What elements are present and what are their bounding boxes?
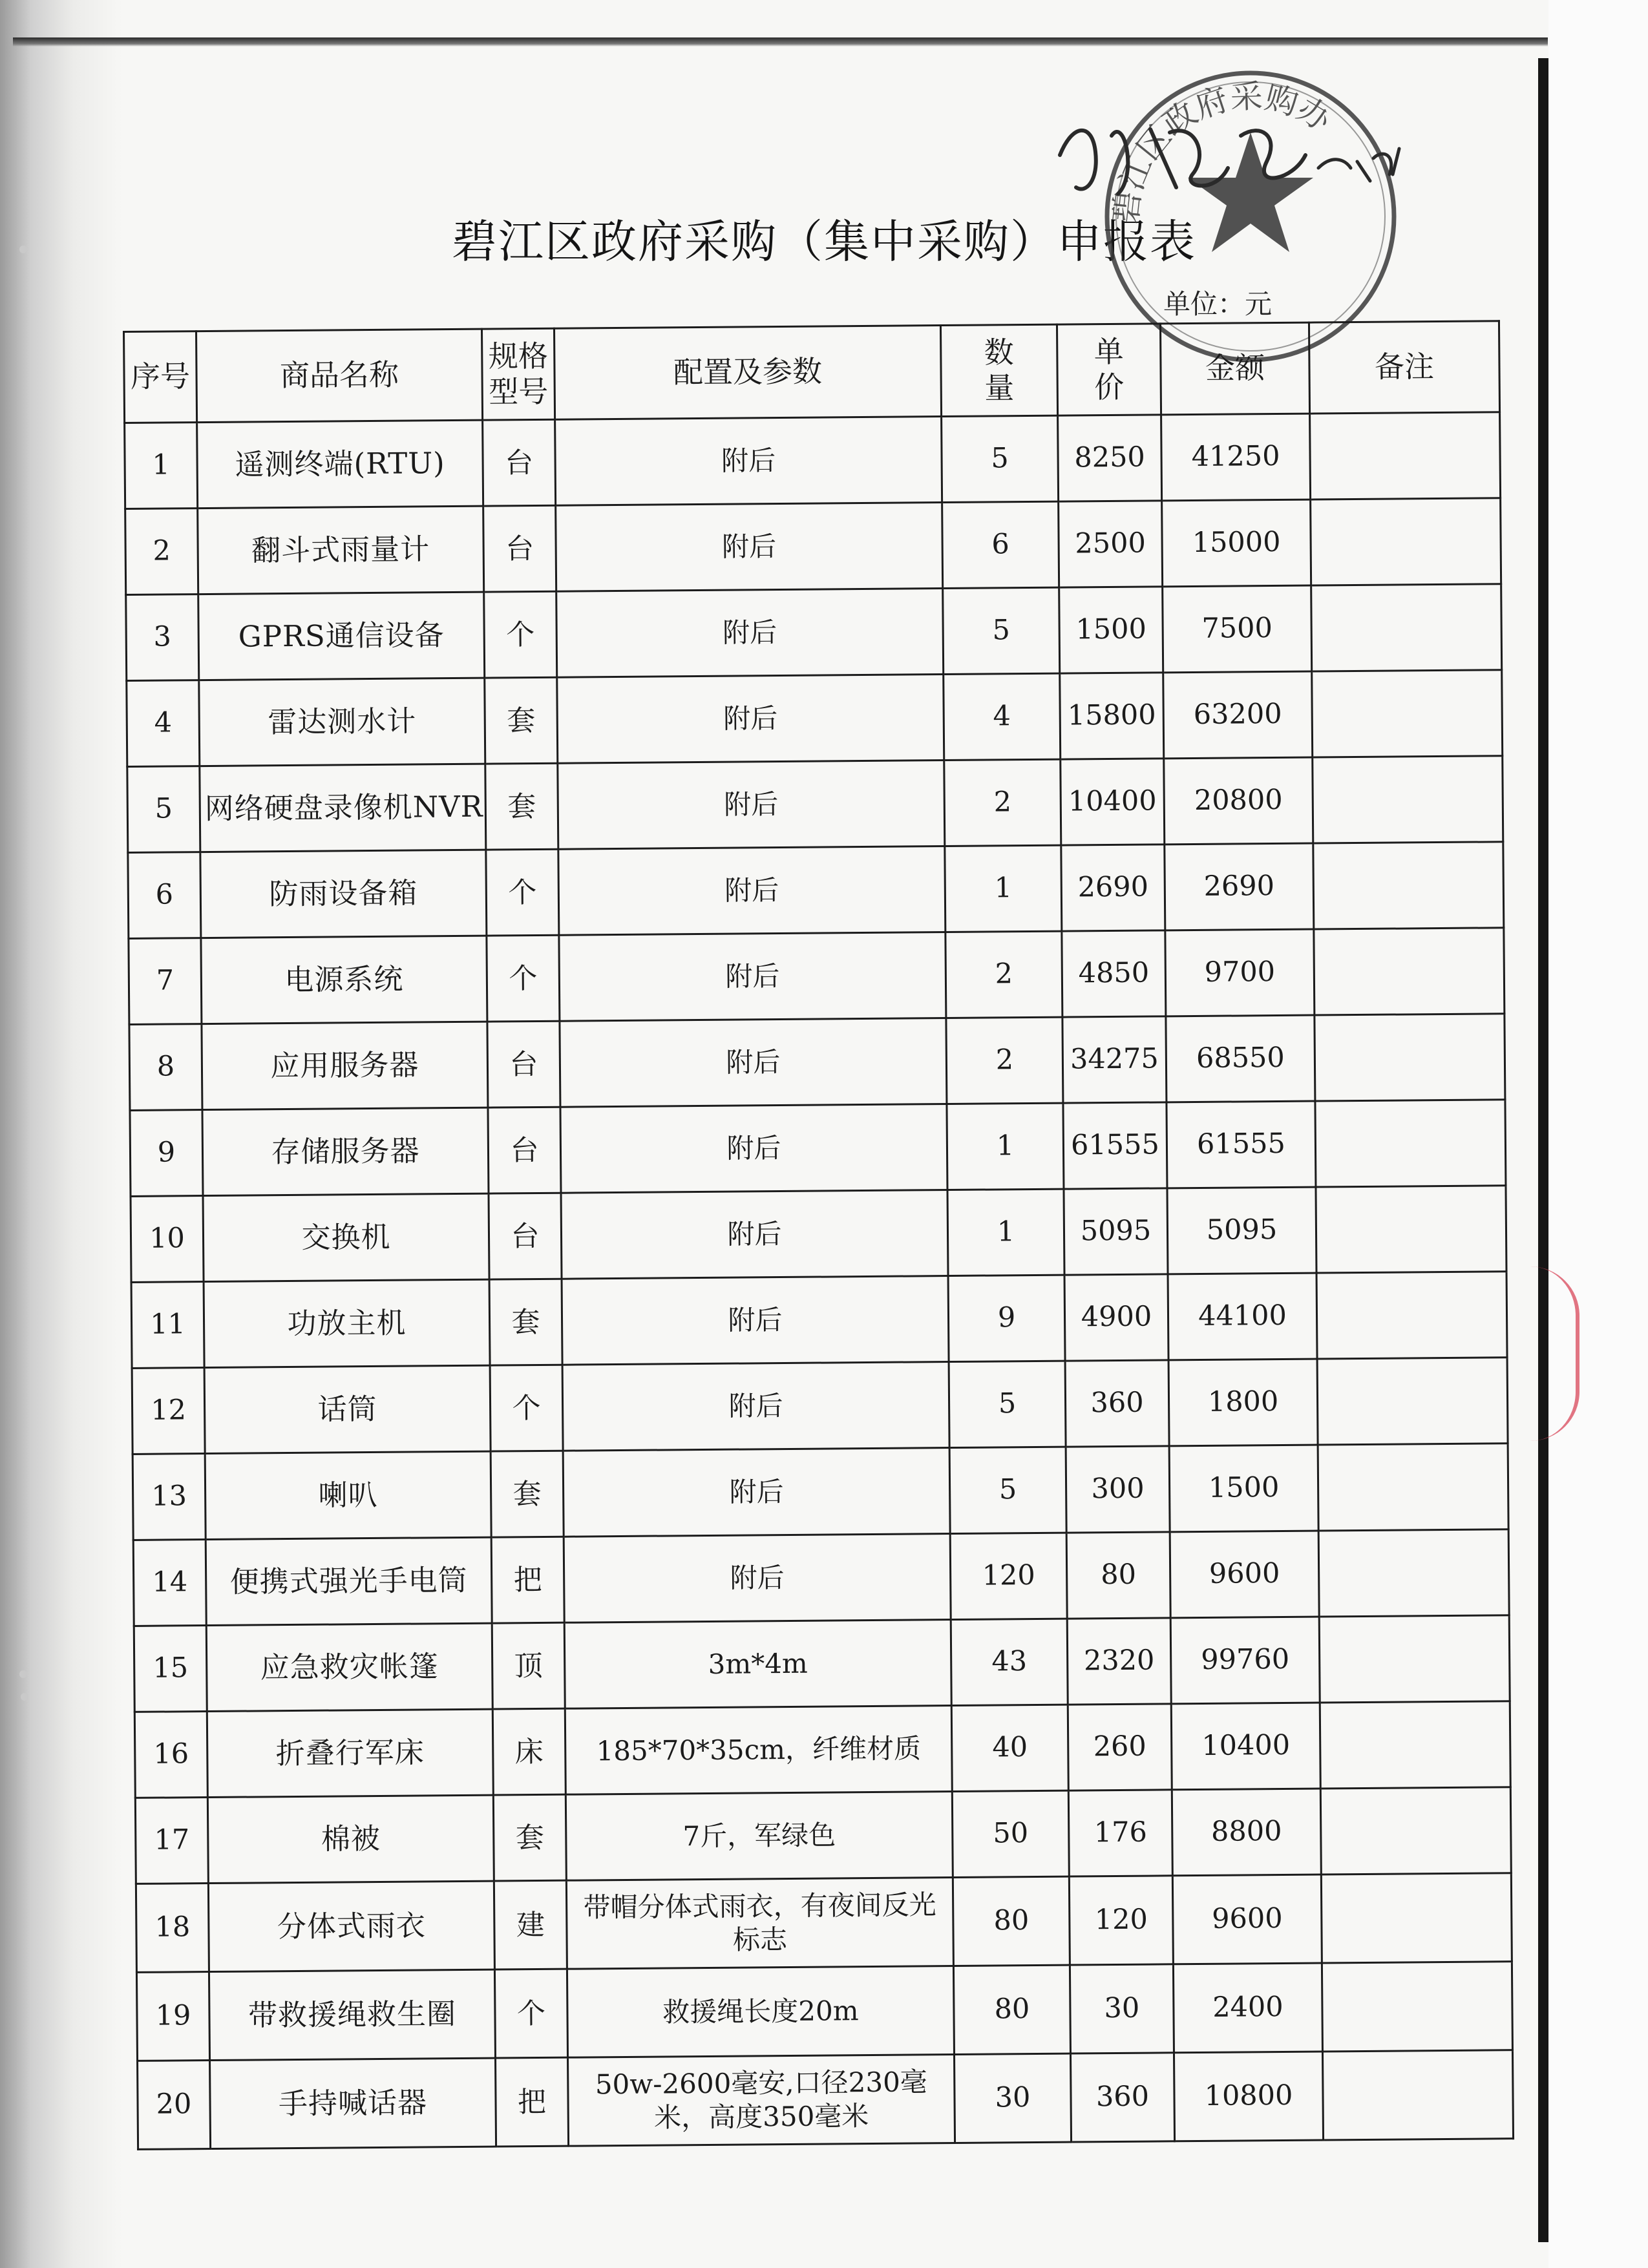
cell-unit: 个 [494, 1969, 567, 2058]
cell-price: 176 [1068, 1790, 1172, 1876]
cell-config: 附后 [563, 1448, 950, 1537]
table-row [127, 670, 1503, 767]
cell-price: 4850 [1062, 930, 1166, 1017]
cell-name: 遥测终端(RTU) [197, 420, 483, 508]
cell-name: 便携式强光手电筒 [206, 1537, 492, 1625]
cell-index: 6 [128, 852, 201, 939]
cell-amount: 2690 [1165, 843, 1314, 930]
header-spec: 规格 型号 [481, 328, 555, 420]
cell-unit: 把 [496, 2057, 569, 2147]
cell-unit: 个 [484, 591, 557, 678]
cell-unit: 个 [486, 849, 559, 936]
cell-note [1318, 1529, 1509, 1617]
cell-unit: 台 [483, 505, 556, 592]
cell-name: 翻斗式雨量计 [198, 506, 484, 594]
cell-name: 雷达测水计 [199, 678, 485, 766]
cell-amount: 44100 [1168, 1273, 1317, 1360]
cell-price: 15800 [1060, 673, 1164, 759]
cell-note [1315, 1014, 1505, 1101]
cell-amount: 9600 [1170, 1531, 1319, 1618]
cell-amount: 63200 [1163, 671, 1313, 759]
cell-name: 交换机 [203, 1193, 489, 1281]
cell-amount: 9600 [1172, 1874, 1322, 1964]
cell-config: 附后 [556, 589, 944, 678]
cell-price: 10400 [1061, 759, 1165, 845]
cell-name: 应急救灾帐篷 [206, 1623, 492, 1711]
cell-note [1322, 2050, 1513, 2140]
table-row [125, 498, 1501, 595]
cell-unit: 床 [492, 1708, 565, 1795]
table-row [134, 1615, 1510, 1712]
cell-config: 附后 [558, 846, 945, 936]
cell-price: 2320 [1067, 1618, 1171, 1705]
cell-name: 分体式雨衣 [208, 1881, 494, 1971]
cell-qty: 1 [947, 1189, 1064, 1276]
cell-config: 救援绳长度20m [567, 1966, 954, 2057]
cell-index: 14 [133, 1540, 206, 1626]
cell-index: 11 [131, 1282, 204, 1369]
header-config: 配置及参数 [554, 326, 941, 420]
cell-note [1317, 1358, 1508, 1445]
cell-price: 2690 [1061, 845, 1165, 931]
cell-qty: 9 [948, 1275, 1065, 1361]
cell-qty: 43 [951, 1619, 1068, 1705]
handwritten-signature [1047, 97, 1409, 213]
cell-unit: 套 [491, 1451, 564, 1537]
cell-price: 360 [1065, 1360, 1169, 1447]
scan-edge-right [1538, 58, 1548, 2242]
cell-note [1318, 1444, 1508, 1531]
cell-amount: 8800 [1172, 1789, 1321, 1876]
table-row [129, 928, 1505, 1025]
cell-config: 185*70*35cm，纤维材质 [565, 1705, 952, 1794]
cell-index: 20 [138, 2061, 211, 2150]
cell-note [1310, 412, 1501, 499]
cell-qty: 1 [945, 845, 1062, 932]
table-body [125, 412, 1514, 2150]
cell-index: 8 [129, 1024, 202, 1111]
cell-note [1316, 1272, 1507, 1359]
cell-name: 话筒 [204, 1365, 491, 1453]
cell-unit: 台 [488, 1107, 561, 1193]
cell-amount: 10400 [1171, 1703, 1320, 1790]
cell-qty: 2 [944, 759, 1061, 846]
cell-price: 61555 [1063, 1102, 1167, 1189]
cell-config: 附后 [560, 1018, 947, 1108]
cell-unit: 台 [487, 1021, 560, 1108]
cell-amount: 68550 [1166, 1015, 1315, 1102]
header-price: 单 价 [1057, 324, 1161, 415]
cell-price: 8250 [1058, 415, 1162, 501]
cell-config: 附后 [562, 1276, 949, 1365]
cell-amount: 10800 [1174, 2052, 1323, 2141]
cell-name: GPRS通信设备 [198, 592, 485, 680]
cell-qty: 80 [953, 1965, 1070, 2054]
cell-price: 5095 [1064, 1188, 1168, 1275]
page-title: 碧江区政府采购（集中采购）申报表 [452, 215, 1196, 268]
cell-note [1319, 1615, 1510, 1703]
table-row [125, 412, 1501, 509]
cell-unit: 个 [490, 1365, 563, 1451]
cell-amount: 2400 [1173, 1963, 1322, 2053]
cell-note [1316, 1186, 1506, 1273]
table-row [132, 1444, 1508, 1540]
cell-name: 功放主机 [204, 1279, 490, 1367]
header-index: 序号 [124, 331, 197, 423]
cell-config: 附后 [560, 1104, 947, 1193]
cell-unit: 建 [494, 1880, 567, 1969]
table-row [136, 1873, 1512, 1973]
cell-config: 附后 [558, 761, 945, 850]
cell-name: 防雨设备箱 [200, 850, 487, 938]
cell-config: 附后 [555, 417, 942, 506]
cell-amount: 9700 [1165, 929, 1315, 1016]
cell-unit: 套 [489, 1279, 562, 1365]
cell-name: 应用服务器 [202, 1022, 488, 1109]
table-header-row [124, 321, 1500, 423]
table-row [126, 584, 1502, 681]
cell-index: 7 [129, 938, 202, 1025]
cell-price: 2500 [1059, 501, 1163, 587]
cell-price: 360 [1070, 2053, 1174, 2142]
red-seal-fragment [1530, 1266, 1579, 1441]
table-row [128, 842, 1504, 939]
cell-index: 1 [125, 423, 198, 509]
cell-name: 棉被 [207, 1795, 494, 1883]
cell-index: 16 [134, 1712, 207, 1798]
cell-config: 7斤，军绿色 [565, 1791, 953, 1880]
cell-config: 带帽分体式雨衣，有夜间反光标志 [566, 1877, 953, 1969]
cell-name: 网络硬盘录像机NVR [200, 764, 486, 852]
currency-unit: 单位：元 [1163, 288, 1273, 320]
cell-name: 喇叭 [205, 1451, 491, 1539]
cell-index: 13 [132, 1454, 206, 1540]
cell-index: 15 [134, 1626, 207, 1712]
cell-unit: 套 [493, 1794, 566, 1881]
table-row [131, 1272, 1507, 1369]
cell-config: 3m*4m [564, 1619, 951, 1708]
table-row [131, 1186, 1506, 1283]
cell-index: 9 [130, 1110, 203, 1197]
cell-qty: 80 [953, 1876, 1070, 1966]
table-row [136, 1962, 1512, 2061]
cell-note [1321, 1873, 1512, 1963]
cell-unit: 套 [485, 763, 558, 850]
cell-price: 120 [1069, 1876, 1173, 1965]
cell-price: 300 [1066, 1446, 1170, 1533]
cell-qty: 2 [945, 931, 1062, 1018]
cell-note [1320, 1787, 1511, 1874]
cell-amount: 15000 [1162, 499, 1311, 587]
svg-text:碧江区政府采购办: 碧江区政府采购办 [1106, 78, 1338, 226]
cell-note [1315, 1100, 1506, 1187]
cell-config: 附后 [557, 675, 944, 764]
cell-price: 34275 [1062, 1016, 1167, 1103]
cell-index: 17 [135, 1798, 208, 1884]
cell-config: 附后 [562, 1362, 949, 1451]
cell-note [1314, 928, 1505, 1015]
header-name: 商品名称 [196, 329, 483, 422]
cell-qty: 40 [951, 1705, 1068, 1791]
cell-qty: 5 [942, 415, 1059, 502]
table-row [134, 1701, 1510, 1798]
procurement-table [123, 320, 1514, 2150]
cell-index: 12 [132, 1368, 205, 1454]
cell-index: 19 [136, 1972, 209, 2061]
punch-hole [19, 1670, 27, 1678]
cell-name: 带救援绳救生圈 [209, 1969, 495, 2060]
cell-qty: 5 [949, 1447, 1066, 1533]
table-row [129, 1014, 1505, 1111]
cell-qty: 1 [947, 1103, 1064, 1190]
cell-unit: 台 [483, 419, 556, 506]
header-notes: 备注 [1309, 321, 1499, 414]
cell-amount: 61555 [1167, 1101, 1316, 1188]
cell-config: 50w-2600毫安,口径230毫米，高度350毫米 [568, 2054, 955, 2146]
cell-unit: 套 [485, 677, 558, 764]
table-row [138, 2050, 1514, 2150]
cell-note [1312, 670, 1503, 757]
cell-unit: 顶 [492, 1622, 565, 1709]
cell-name: 存储服务器 [202, 1108, 489, 1195]
cell-name: 手持喊话器 [210, 2058, 496, 2148]
cell-config: 附后 [564, 1534, 951, 1623]
cell-amount: 99760 [1170, 1617, 1320, 1704]
table-row [135, 1787, 1511, 1884]
cell-name: 折叠行军床 [207, 1709, 493, 1797]
header-amount: 金额 [1160, 322, 1309, 415]
cell-qty: 30 [954, 2053, 1071, 2143]
cell-index: 4 [127, 680, 200, 767]
cell-index: 2 [125, 509, 198, 595]
cell-config: 附后 [561, 1190, 948, 1279]
cell-index: 18 [136, 1884, 209, 1973]
cell-qty: 50 [952, 1790, 1069, 1877]
cell-qty: 5 [949, 1361, 1066, 1447]
cell-index: 10 [131, 1196, 204, 1283]
table-row [130, 1100, 1506, 1197]
cell-note [1311, 498, 1501, 585]
cell-config: 附后 [559, 932, 946, 1022]
cell-note [1313, 842, 1504, 929]
cell-amount: 41250 [1161, 414, 1311, 501]
cell-name: 电源系统 [201, 936, 487, 1024]
cell-price: 1500 [1059, 587, 1163, 673]
cell-note [1313, 756, 1503, 843]
scan-shadow-left [0, 0, 123, 2268]
table-row [132, 1358, 1508, 1454]
cell-note [1311, 584, 1502, 671]
cell-price: 4900 [1064, 1274, 1168, 1361]
punch-hole [21, 1693, 28, 1701]
cell-qty: 6 [942, 501, 1059, 588]
cell-qty: 120 [950, 1533, 1067, 1619]
cell-config: 附后 [556, 503, 943, 592]
cell-index: 5 [127, 766, 200, 853]
cell-price: 30 [1070, 1964, 1174, 2053]
cell-unit: 台 [489, 1193, 562, 1279]
cell-unit: 把 [491, 1537, 564, 1623]
cell-amount: 1800 [1168, 1359, 1318, 1446]
cell-price: 80 [1066, 1532, 1170, 1619]
cell-note [1322, 1962, 1512, 2052]
cell-unit: 个 [487, 935, 560, 1022]
scan-edge-top [13, 37, 1548, 47]
cell-qty: 5 [943, 587, 1060, 674]
header-qty: 数 量 [940, 324, 1057, 416]
cell-amount: 7500 [1163, 585, 1312, 673]
cell-amount: 1500 [1169, 1445, 1318, 1532]
cell-qty: 4 [944, 673, 1061, 760]
cell-amount: 5095 [1167, 1187, 1316, 1274]
cell-qty: 2 [946, 1017, 1063, 1104]
table-row [127, 756, 1503, 853]
cell-amount: 20800 [1164, 757, 1313, 845]
scan-margin-right [1548, 0, 1648, 2268]
cell-note [1320, 1701, 1510, 1789]
cell-price: 260 [1068, 1704, 1172, 1790]
table-row [133, 1529, 1509, 1626]
cell-index: 3 [126, 594, 199, 681]
